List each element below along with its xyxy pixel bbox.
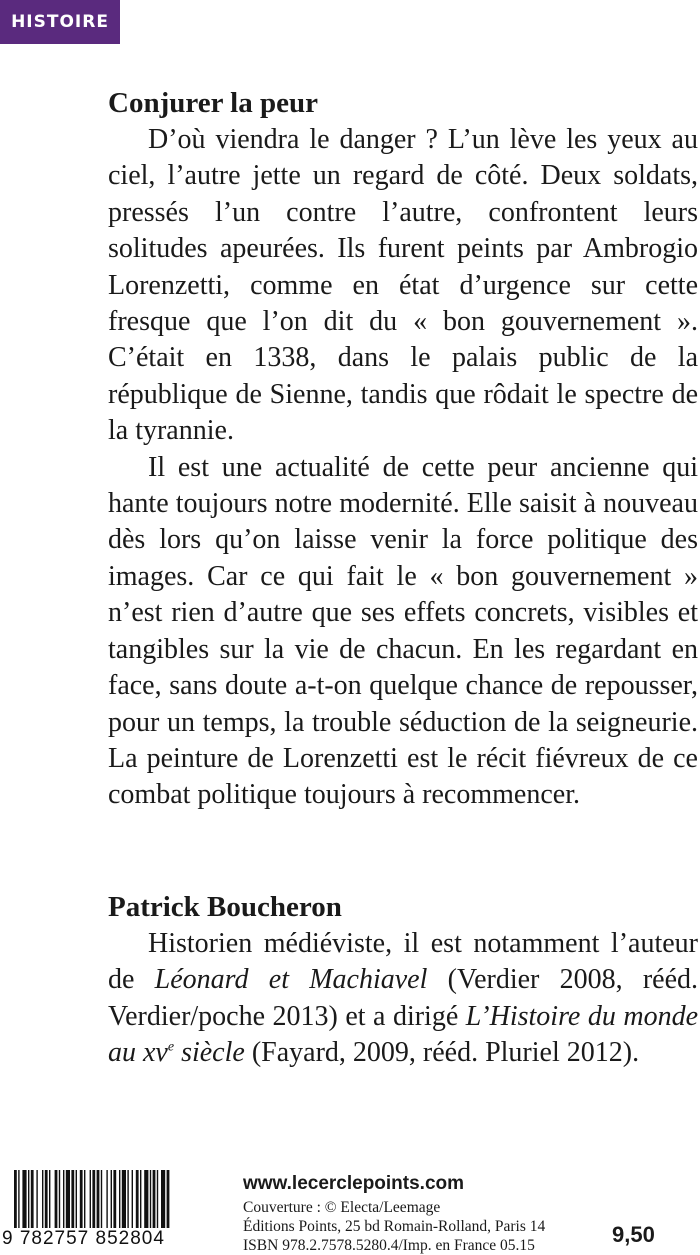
author-section [108, 888, 698, 1072]
bio-part-1: Historien médiéviste, il est notamment l’auteur de [108, 928, 698, 996]
author-bio [108, 926, 698, 1072]
price: 9,50 [612, 1222, 655, 1247]
publisher-info [243, 1172, 603, 1255]
book-title-1: Léonard et Machiavel [154, 964, 428, 996]
paragraph-2: Il est une actualité de cette peur ancienne qui hante toujours notre modernité. Elle saisit à nouveau dès lors qu’on laisse venir la force politique des images. Car ce qui fait le « bon gouvernement » n’est rien d’autre que ses effets concrets, visibles et tangibles sur la vie de chacun. En les regardant en face, sans doute a-t-on quelque chance de repousser, pour un temps, la trouble séduction de la seigneurie. La peinture de Lorenzetti est le récit fiévreux de ce combat politique toujours à recommencer. [108, 451, 698, 811]
book-title-2-sup: e [167, 1039, 175, 1055]
book-title-2-main: L’Histoire du monde au xv [108, 1000, 698, 1069]
barcode-digits: 9 782757 852804 [2, 1228, 236, 1250]
website-link[interactable]: www.lecerclepoints.com [243, 1173, 465, 1194]
bio-part-3: (Fayard, 2009, rééd. Pluriel 2012). [244, 1037, 640, 1069]
author-bio-text [108, 926, 698, 1072]
isbn-line: ISBN 978.2.7578.5280.4/Imp. en France 05.15 [243, 1237, 535, 1254]
paragraph-1: D’où viendra le danger ? L’un lève les yeux au ciel, l’autre jette un regard de côté. Deux soldats, pressés l’un contre l’autre, confrontent leurs solitudes apeurées. Ils furent peints par Ambrogio Lorenzetti, comme en état d’urgence sur cette fresque que l’on dit du « bon gouvernement ». C’était en 1338, dans le palais public de la république de Sienne, tandis que rôdait le spectre de la tyrannie. [108, 124, 698, 447]
section-conjurer [108, 84, 698, 814]
category-label: HISTOIRE [0, 0, 120, 44]
publisher-address: Éditions Points, 25 bd Romain-Rolland, Paris 14 [243, 1218, 546, 1235]
bio-part-2: (Verdier 2008, rééd. Verdier/poche 2013) et a dirigé [108, 964, 699, 1032]
book-title-2-end: siècle [174, 1037, 245, 1069]
cover-credit: Couverture : © Electa/Leemage [243, 1199, 441, 1216]
section-body [108, 122, 698, 814]
section-heading: Conjurer la peur [108, 87, 318, 119]
author-name: Patrick Boucheron [108, 891, 342, 923]
